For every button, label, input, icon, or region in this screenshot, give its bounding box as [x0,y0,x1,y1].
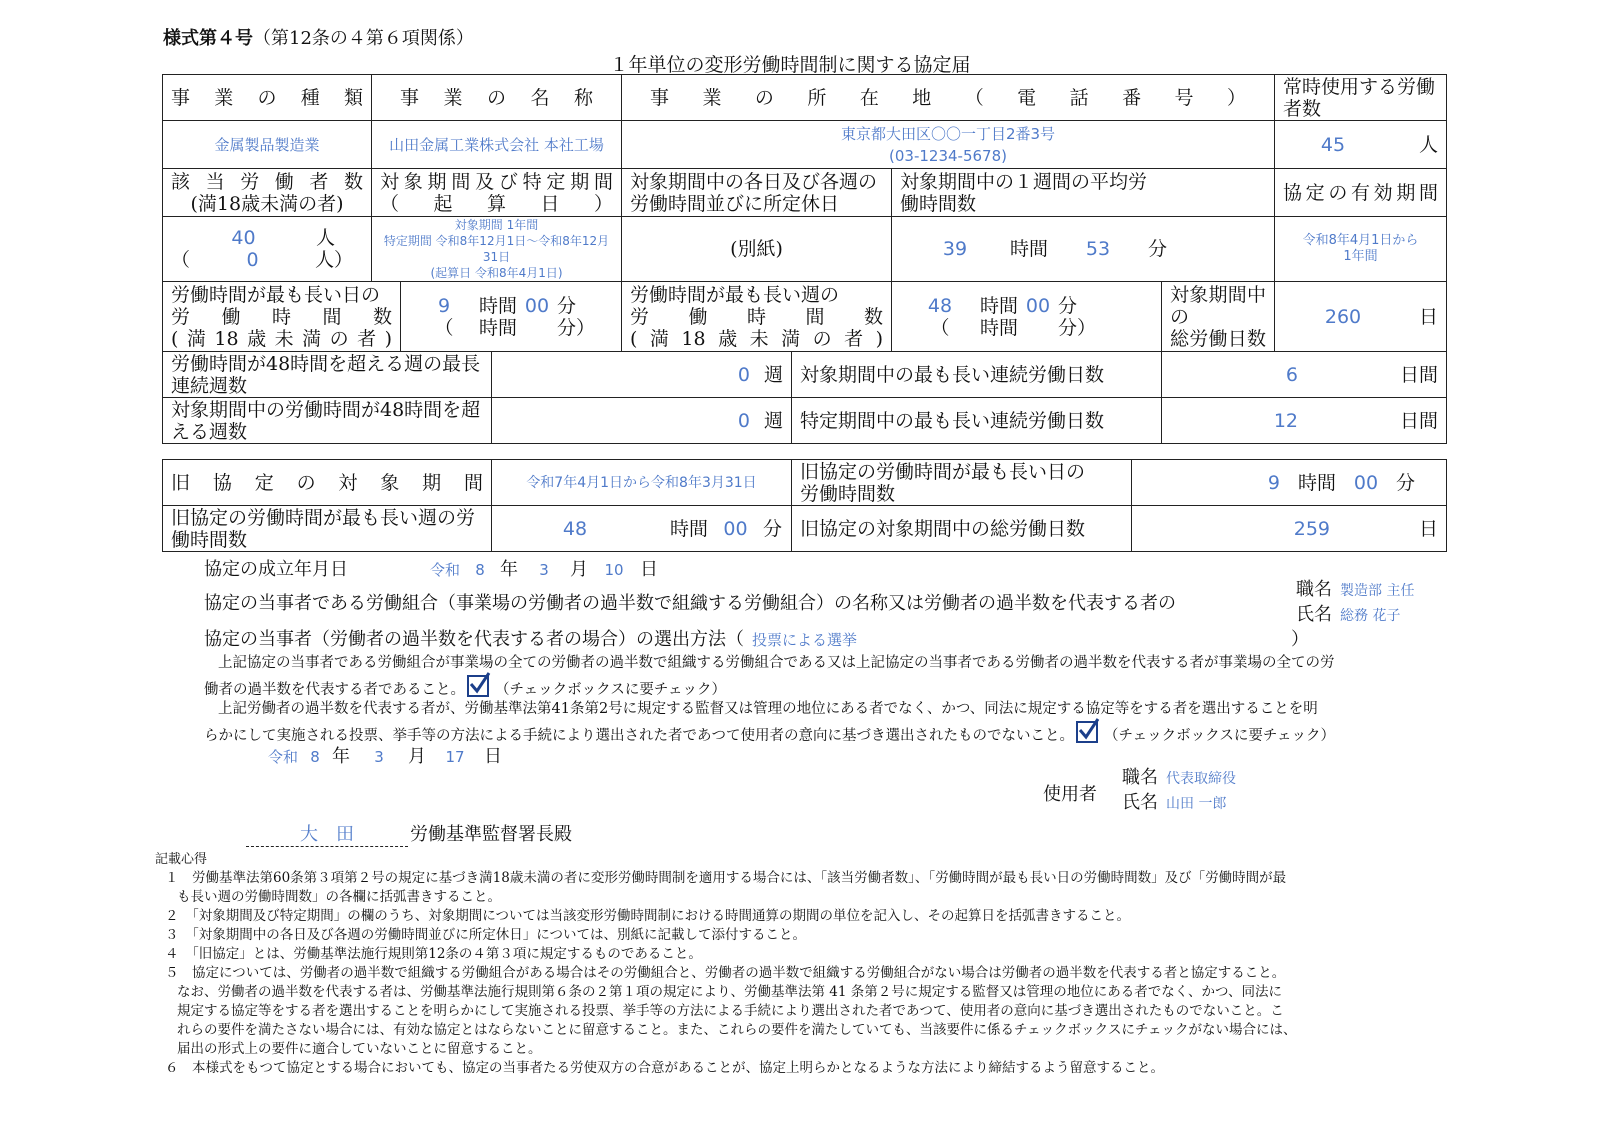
employer-label: 使用者 [1043,784,1097,805]
longest-week-minutes: 00 [1025,294,1051,317]
main-form-table [162,74,1447,444]
old-day-hours: 9 [1267,471,1280,494]
consecutive-days-value: 6 [1285,363,1298,386]
header-validity-period: 協定の有効期間 [1275,169,1447,217]
check-statement-1: 上記協定の当事者である労働組合が事業場の全ての労働者の過半数で組織する労働組合である又は上記協定の当事者である労働者の過半数を代表する者が事業場の全ての労 働者の過半数を代表する者であること。 （チェックボックスに要チェック） [204,655,1335,698]
submission-day[interactable]: 17 [445,748,465,766]
special-period-days-value: 12 [1273,409,1298,432]
party-title-field[interactable]: 製造部 主任 [1340,583,1415,599]
old-week-hours: 48 [562,517,588,540]
avg-hours-value: 39 [942,238,968,260]
submission-month[interactable]: 3 [374,748,384,766]
special-period-days-field[interactable]: 12 日間 [1162,398,1447,444]
old-day-minutes: 00 [1353,471,1379,494]
check-statement-2: 上記労働者の過半数を代表する者が、労働基準法第41条第2号に規定する監督又は管理の地位にある者でなく、かつ、同法に規定する協定等をする者を選出することを明 らかにして実施される投票、挙手等の方法による手続により選出された者であつて使用者の意向に基づき選出されたものでないこと。 （チェックボックスに要チェック） [204,701,1335,744]
header-business-location: 事業の所在地（電話番号） [622,75,1275,121]
header-longest-week: 労働時間が最も長い週の 労働時間数 (満18歳未満の者) [622,282,892,352]
minor-workers-value: 0 [246,249,259,271]
header-old-period: 旧協定の対象期間 [163,460,492,506]
office-field[interactable] [246,820,408,847]
form-title: １年単位の変形労働時間制に関する協定届 [609,54,971,76]
employer-name-field[interactable]: 山田 一郎 [1166,796,1227,812]
note-4: ４ 「旧協定」とは、労働基準法施行規則第12条の４第３項に規定するものであること。 [165,946,702,962]
target-period-field[interactable]: 対象期間 1年間 特定期間 令和8年12月1日～令和8年12月31日 (起算日 令和8年4月1日) [372,217,622,282]
header-old-longest-week: 旧協定の労働時間が最も長い週の労 働時間数 [163,506,492,552]
header-consecutive-weeks: 労働時間が48時間を超える週の最長 連続週数 [163,352,492,398]
avg-minutes-value: 53 [1085,238,1111,260]
old-longest-day-field[interactable]: 9 時間 00 分 [1132,460,1447,506]
header-target-period: 対象期間及び特定期間 （起算日） [372,169,622,217]
submission-date-row: 令和 8 年 3 月 17 日 [268,746,503,767]
old-longest-week-field[interactable]: 48 時間 00 分 [492,506,792,552]
header-regular-workers: 常時使用する労働者数 [1275,75,1447,121]
unit-person: 人 [316,227,336,249]
unit-person: 人 [1419,133,1439,156]
header-weekly-average: 対象期間中の１週間の平均労 働時間数 [892,169,1275,217]
representative-checkbox[interactable] [1076,721,1098,743]
submission-year[interactable]: 8 [310,748,320,766]
agreement-day[interactable]: 10 [604,561,624,579]
old-period-field[interactable]: 令和7年4月1日から令和8年3月31日 [492,460,792,506]
consecutive-weeks-value: 0 [737,363,750,386]
longest-week-hours: 48 [927,294,953,317]
note-2: ２ 「対象期間及び特定期間」の欄のうち、対象期間については当該変形労働時間制における時間通算の期間の単位を記入し、その起算日を括弧書きすること。 [165,908,1130,924]
header-daily-weekly-hours: 対象期間中の各日及び各週の 労働時間並びに所定休日 [622,169,892,217]
office-suffix: 労働基準監督署長殿 [410,824,572,845]
header-over48-weeks: 対象期間中の労働時間が48時間を超 える週数 [163,398,492,444]
checkmark-icon [1076,717,1102,743]
party-signature-block: 職名 製造部 主任 氏名 総務 花子 [1296,579,1415,625]
header-consecutive-days: 対象期間中の最も長い連続労働日数 [792,352,1162,398]
header-old-longest-day: 旧協定の労働時間が最も長い日の 労働時間数 [792,460,1132,506]
business-name-field[interactable]: 山田金属工業株式会社 本社工場 [372,121,622,169]
selection-method-row: 協定の当事者（労働者の過半数を代表する者の場合）の選出方法（ 投票による選挙 ） [204,629,1309,650]
longest-day-minutes: 00 [524,294,550,317]
header-total-workdays: 対象期間中の 総労働日数 [1162,282,1275,352]
validity-period-field[interactable]: 令和8年4月1日から 1年間 [1275,217,1447,282]
applicable-workers-field[interactable]: 40 人 （ 0 人） [163,217,372,282]
total-workdays-value: 260 [1324,305,1362,328]
regular-workers-field[interactable] [1275,121,1447,169]
note-3: ３ 「対象期間中の各日及び各週の労働時間並びに所定休日」については、別紙に記載して添付すること。 [165,927,806,943]
over48-weeks-field[interactable]: 0 週 [492,398,792,444]
agreement-month[interactable]: 3 [539,561,549,579]
header-longest-day: 労働時間が最も長い日の 労働時間数 (満18歳未満の者) [163,282,401,352]
majority-union-checkbox[interactable] [467,675,489,697]
header-business-name: 事業の名称 [372,75,622,121]
header-applicable-workers: 該当労働者数 (満18歳未満の者) [163,169,372,217]
party-label: 協定の当事者である労働組合（事業場の労働者の過半数で組織する労働組合）の名称又は労働者の過半数を代表する者の [204,593,1176,614]
applicable-workers-value: 40 [231,227,256,249]
over48-weeks-value: 0 [737,409,750,432]
form-id: 様式第４号 [163,28,253,49]
form-ref: （第12条の４第６項関係） [253,28,474,49]
note-1: １ 労働基準法第60条第３項第２号の規定に基づき満18歳未満の者に変形労働時間制を適用する場合には、「該当労働者数」、「労働時間が最も長い日の労働時間数」及び「労働時間が最 [165,870,1287,886]
note-6: ６ 本様式をもつて協定とする場合においても、協定の当事者たる労使双方の合意があることが、協定上明らかとなるような方法により締結するよう留意すること。 [165,1060,1164,1076]
old-total-days-value: 259 [1293,517,1330,540]
employer-title-field[interactable]: 代表取締役 [1166,771,1236,787]
business-location-field[interactable] [622,121,1275,169]
form-header [163,24,474,50]
longest-day-field[interactable]: 9 時間 00 分 （ 時間 分） [401,282,622,352]
header-special-period-days: 特定期間中の最も長い連続労働日数 [792,398,1162,444]
longest-day-hours: 9 [437,294,451,317]
consecutive-days-field[interactable]: 6 日間 [1162,352,1447,398]
office-name: 大 田 [300,824,354,845]
old-agreement-table [162,459,1447,552]
notes-heading: 記載心得 [155,852,208,867]
employer-signature-block: 職名 代表取締役 氏名 山田 一郎 [1122,767,1236,813]
selection-method-label: 協定の当事者（労働者の過半数を代表する者の場合）の選出方法（ [204,629,744,650]
regular-workers-value: 45 [1320,133,1346,156]
consecutive-weeks-field[interactable]: 0 週 [492,352,792,398]
old-total-days-field[interactable]: 259 日 [1132,506,1447,552]
agreement-date-label: 協定の成立年月日 [204,559,348,580]
old-week-minutes: 00 [723,517,748,540]
business-type-field[interactable]: 金属製品製造業 [163,121,372,169]
header-old-total-days: 旧協定の対象期間中の総労働日数 [792,506,1132,552]
party-name-field[interactable]: 総務 花子 [1340,608,1401,624]
phone-value: (03-1234-5678) [889,146,1007,165]
daily-weekly-hours-field[interactable]: (別紙) [622,217,892,282]
checkmark-icon [467,671,493,697]
address-value: 東京都大田区〇〇一丁目2番3号 [840,124,1056,143]
selection-method-field[interactable]: 投票による選挙 [752,631,858,649]
notes-section: 記載心得 １ 労働基準法第60条第３項第２号の規定に基づき満18歳未満の者に変形労働時間制を適用する場合には、「該当労働者数」、「労働時間が最も長い日の労働時間数」及び「労働時間が最 も長い週の労働時間数」の各欄に括弧書きすること。 ２ 「対象期間及び特定期間」の欄のうち、対象期間については当該変形労働時間制における時間通算の期間の単位を記入し、その起算日を括弧書きすること。 ３ 「対象期間中の各日及び各週の労働時間並びに所定休日」については、別紙に記載して添付すること。 ４ 「旧協定」とは、労働基準法施行規則第12条の４第３項に規定するものであること。 ５ 協定については、労働者の過半数で組織する労働組合がある場合はその労働組合と、労働者の過半数で組織する労働組合がない場合は労働者の過半数を代表する者と協定すること。 なお、労働者の過半数を代表する者は、労働基準法施行規則第６条の２第１項の規定により、労働基準法第 41 条第２号に規定する監督又は管理の地位にある者でなく、かつ、同法に 規定する協定等をする者を選出することを明らかにして実施される投票、挙手等の方法による手続により選出された者であつて、使用者の意向に基づき選出されたものでないこと。こ れらの要件を満たさない場合には、有効な協定とはならないことに留意すること。また、これらの要件を満たしていても、当該要件に係るチェックボックスにチェックがない場合には、 届出の形式上の要件に適合していないことに留意すること。 ６ 本様式をもつて協定とする場合においても、協定の当事者たる労使双方の合意があることが、協定上明らかとなるような方法により締結するよう留意すること。 [155,850,1455,1078]
weekly-average-field[interactable]: 39 時間 53 分 [892,217,1275,282]
note-5: ５ 協定については、労働者の過半数で組織する労働組合がある場合はその労働組合と、労働者の過半数で組織する労働組合がない場合は労働者の過半数を代表する者と協定すること。 [165,965,1286,981]
agreement-year[interactable]: 8 [475,561,485,579]
header-business-type: 事業の種類 [163,75,372,121]
total-workdays-field[interactable]: 260 日 [1275,282,1447,352]
longest-week-field[interactable]: 48 時間 00 分 （ 時間 分） [892,282,1162,352]
agreement-date-row: 協定の成立年月日 令和 8 年 3 月 10 日 [204,555,658,581]
